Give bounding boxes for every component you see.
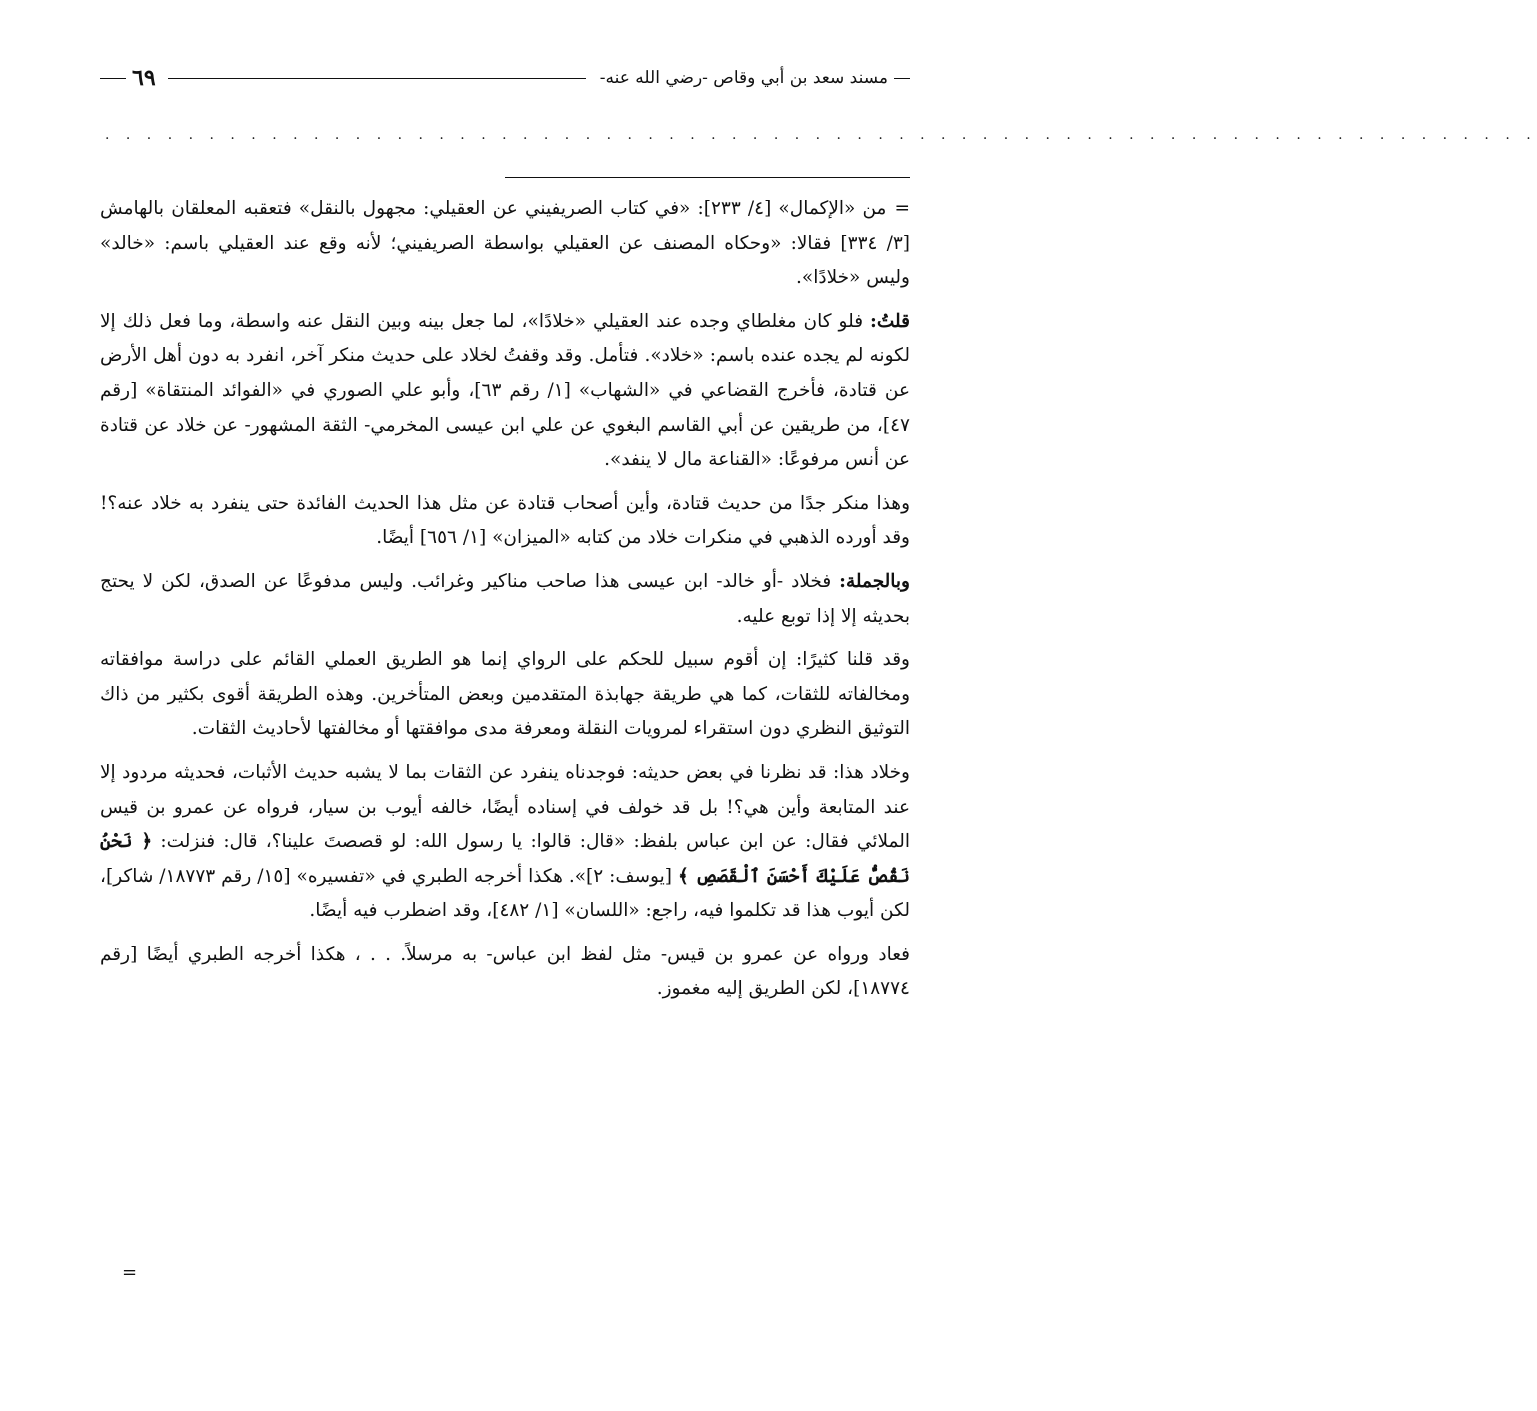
quran-verse: ﴿ نَحْنُ نَقُصُّ عَلَيْكَ أَحْسَنَ ٱلْقَصَصِ ﴾: [100, 831, 910, 887]
footnote-text: فعاد ورواه عن عمرو بن قيس- مثل لفظ ابن عباس- به مرسلاً. . . ، هكذا أخرجه الطبري أيضًا [رقم ١٨٧٧٤]، لكن الطريق إليه مغموز.: [100, 943, 910, 1000]
footnote-text: [يوسف: ٢]». هكذا أخرجه الطبري في «تفسيره» [١٥/ رقم ١٨٧٧٣/ شاكر]، لكن أيوب هذا قد تكلموا فيه، راجع: «اللسان» [١/ ٤٨٢]، وقد اضطرب فيه أيضًا.: [100, 865, 910, 922]
footnote-paragraph: [100, 487, 910, 556]
page-number: ٦٩: [132, 65, 156, 91]
footnote-text: فخلاد -أو خالد- ابن عيسى هذا صاحب مناكير وغرائب. وليس مدفوعًا عن الصدق، لكن لا يحتج بحديثه إلا إذا توبع عليه.: [100, 570, 910, 627]
header-rule: [168, 78, 586, 79]
paragraph-lead: قلتُ:: [870, 310, 910, 332]
footnote-text: وقد قلنا كثيرًا: إن أقوم سبيل للحكم على الرواي إنما هو الطريق العملي القائم على دراسة موافقاته ومخالفاته للثقات، كما هي طريقة جهابذة المتقدمين وبعض المتأخرين. وهذه الطريقة أقوى بكثير من ذاك التوثيق النظري دون استقراء لمرويات النقلة ومعرفة مدى موافقتها أو مخالفتها لأحاديث الثقات.: [100, 649, 910, 740]
footnote-text: وهذا منكر جدًا من حديث قتادة، وأين أصحاب قتادة عن مثل هذا الحديث الفائدة حتى ينفرد به خلاد عنه؟! وقد أورده الذهبي في منكرات خلاد من كتابه «الميزان» [١/ ٦٥٦] أيضًا.: [100, 492, 910, 549]
dotted-separator: · · · · · · · · · · · · · · · · · · · · · · · · · · · · · · · · · · · · · · · · · · · · · · · · · · · · · · · · · · · · · · · · · · · · ·: [105, 131, 1537, 147]
header-dash-left: [100, 78, 126, 79]
footnote-paragraph: [100, 565, 910, 634]
page-header: [100, 60, 910, 96]
footnote-text: من «الإكمال» [٤/ ٢٣٣]: «في كتاب الصريفيني عن العقيلي: مجهول بالنقل» فتعقبه المعلقان بالهامش [٣/ ٣٣٤] فقالا: «وحكاه المصنف عن العقيلي بواسطة الصريفيني؛ لأنه وقع عند العقيلي باسم: «خالد» وليس «خلادًا».: [100, 198, 910, 289]
header-title: مسند سعد بن أبي وقاص -رضي الله عنه-: [599, 68, 888, 88]
footnote-paragraph: [100, 938, 910, 1007]
footnote-paragraph: [100, 756, 910, 929]
continuation-end-mark: =: [122, 1262, 138, 1283]
paragraph-lead: وبالجملة:: [839, 570, 910, 592]
footnote-text: فلو كان مغلطاي وجده عند العقيلي «خلادًا»، لما جعل بينه وبين النقل عنه واسطة، وما فعل ذلك إلا لكونه لم يجده عنده باسم: «خلاد». فتأمل. وقد وقفتُ لخلاد على حديث منكر آخر، انفرد به دون أهل الأرض عن قتادة، فأخرج القضاعي في «الشهاب» [١/ رقم ٦٣]، وأبو علي الصوري في «الفوائد المنتقاة» [رقم ٤٧]، من طريقين عن أبي القاسم البغوي عن علي ابن عيسى المخرمي- الثقة المشهور- عن خلاد عن قتادة عن أنس مرفوعًا: «القناعة مال لا ينفد».: [100, 310, 910, 471]
footnote-text: وخلاد هذا: قد نظرنا في بعض حديثه: فوجدناه ينفرد عن الثقات بما لا يشبه حديث الأثبات، فحديثه مردود إلا عند المتابعة وأين هي؟! بل قد خولف في إسناده أيضًا، خالفه أيوب بن سيار، فرواه عن عمرو بن قيس الملائي فقال: عن ابن عباس بلفظ: «قال: قالوا: يا رسول الله: لو قصصتَ علينا؟، قال: فنزلت:: [100, 761, 910, 853]
footnote-rule: [505, 177, 910, 178]
footnote-paragraph: [100, 192, 910, 296]
header-dash-right: [894, 78, 910, 79]
footnotes-block: [100, 192, 910, 1016]
footnote-paragraph: [100, 305, 910, 478]
footnote-paragraph: [100, 643, 910, 747]
continuation-mark: =: [894, 198, 910, 219]
